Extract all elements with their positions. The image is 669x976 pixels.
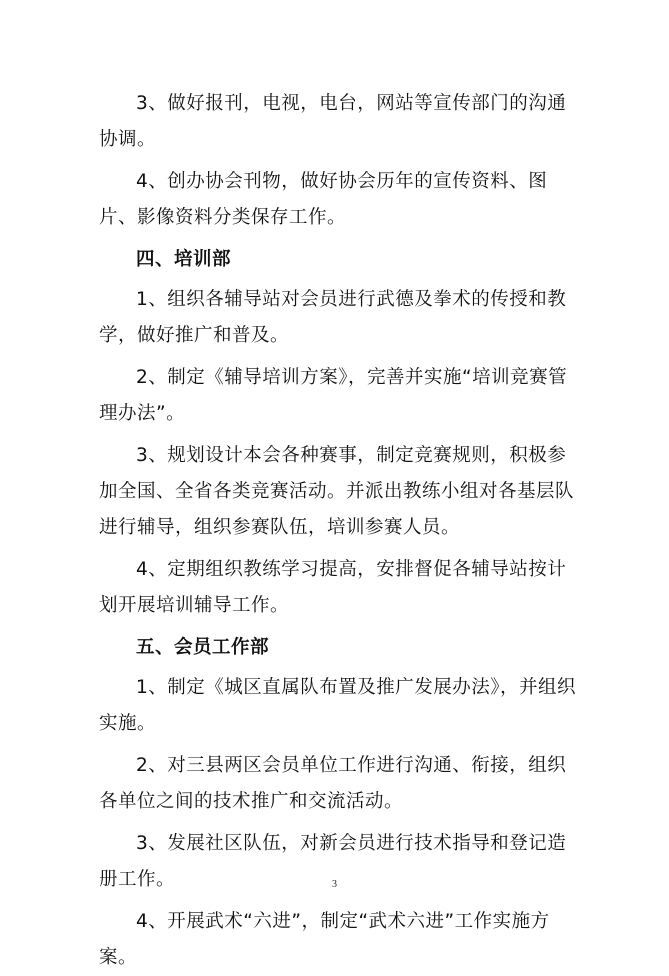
paragraph-membership-item-3: 3、发展社区队伍，对新会员进行技术指导和登记造册工作。	[99, 833, 567, 890]
paragraph-membership-item-2: 2、对三县两区会员单位工作进行沟通、衔接，组织各单位之间的技术推广和交流活动。	[99, 755, 567, 812]
paragraph-membership-item-1: 1、制定《城区直属队布置及推广发展办法》，并组织实施。	[99, 677, 577, 734]
paragraph-publicity-item-3: 3、做好报刊，电视，电台，网站等宣传部门的沟通协调。	[99, 93, 567, 150]
section-heading-membership: 五、会员工作部	[136, 637, 270, 658]
paragraph-training-item-3: 3、规划设计本会各种赛事，制定竞赛规则，积极参加全国、全省各类竞赛活动。并派出教练小组对各基层队进行辅导，组织参赛队伍，培训参赛人员。	[99, 445, 575, 538]
document-body	[99, 86, 579, 976]
page-number: 3	[332, 879, 337, 890]
paragraph-membership-item-4: 4、开展武术“六进”，制定“武术六进”工作实施方案。	[99, 911, 550, 968]
section-heading-training: 四、培训部	[136, 249, 232, 270]
paragraph-training-item-4: 4、定期组织教练学习提高，安排督促各辅导站按计划开展培训辅导工作。	[99, 559, 567, 616]
paragraph-training-item-1: 1、组织各辅导站对会员进行武德及拳术的传授和教学，做好推广和普及。	[99, 289, 567, 346]
paragraph-publicity-item-4: 4、创办协会刊物，做好协会历年的宣传资料、图片、影像资料分类保存工作。	[99, 171, 548, 228]
paragraph-training-item-2: 2、制定《辅导培训方案》，完善并实施“培训竞赛管理办法”。	[99, 367, 568, 424]
